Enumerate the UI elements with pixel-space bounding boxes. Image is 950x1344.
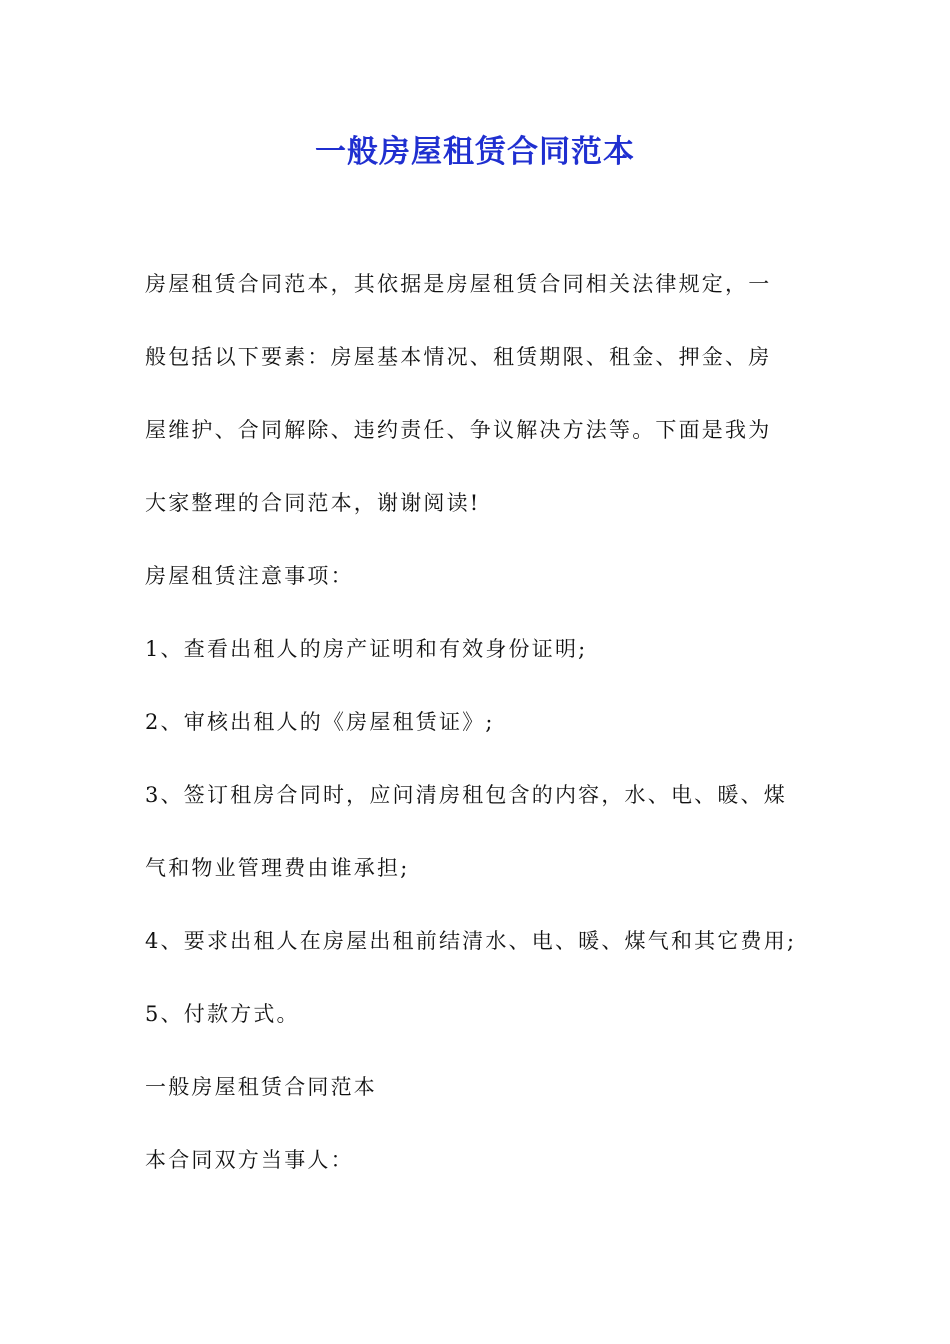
section-heading-precautions: 房屋租赁注意事项： [145,564,354,588]
list-item-3: 3、签订租房合同时，应问清房租包含的内容，水、电、暖、煤 [145,783,787,807]
document-body [145,260,815,1209]
list-item-4: 4、要求出租人在房屋出租前结清水、电、暖、煤气和其它费用; [145,929,797,953]
document-title: 一般房屋租赁合同范本 [315,134,635,170]
body-line-3: 屋维护、合同解除、违约责任、争议解决方法等。下面是我为 [145,418,772,442]
body-line-2: 般包括以下要素：房屋基本情况、租赁期限、租金、押金、房 [145,345,772,369]
contract-heading: 一般房屋租赁合同范本 [145,1075,377,1099]
list-item-2: 2、审核出租人的《房屋租赁证》; [145,710,495,734]
list-item-1: 1、查看出租人的房产证明和有效身份证明; [145,637,588,661]
body-line-1: 房屋租赁合同范本，其依据是房屋租赁合同相关法律规定，一 [145,272,772,296]
list-item-5: 5、付款方式。 [145,1002,300,1026]
list-item-3-continued: 气和物业管理费由谁承担; [145,856,410,880]
parties-label: 本合同双方当事人： [145,1148,354,1172]
body-line-4: 大家整理的合同范本，谢谢阅读! [145,491,481,515]
